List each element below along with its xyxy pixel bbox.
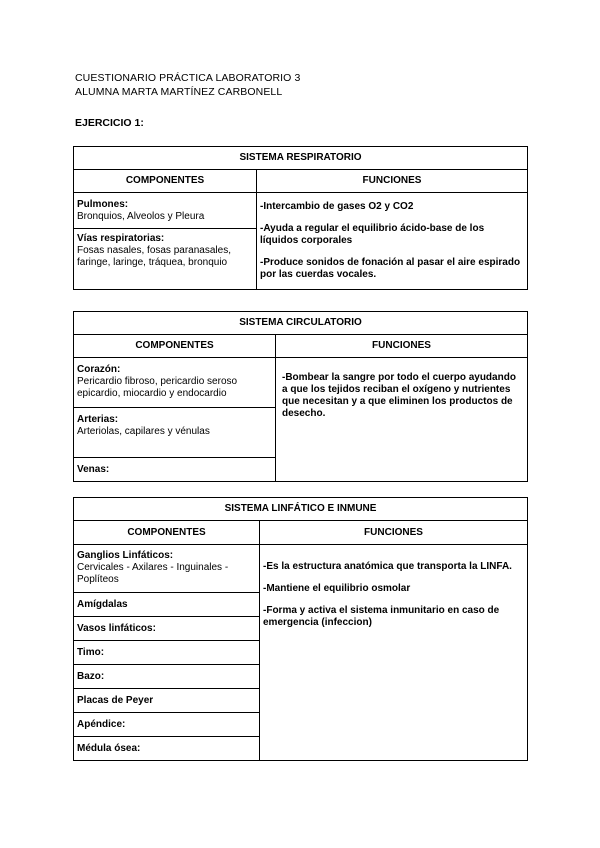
component-cell [74, 593, 260, 617]
component-detail: Arteriolas, capilares y vénulas [77, 426, 210, 437]
respiratory-system-table [73, 146, 528, 290]
component-detail: Pericardio fibroso, pericardio seroso epicardio, miocardio y endocardio [77, 376, 238, 399]
functions-cell [260, 545, 528, 761]
functions-header: FUNCIONES [276, 335, 528, 358]
component-name: Ganglios Linfáticos: [77, 550, 174, 561]
component-name: Vías respiratorias: [77, 233, 165, 244]
document-title: CUESTIONARIO PRÁCTICA LABORATORIO 3 [75, 72, 301, 84]
component-name: Timo: [77, 646, 105, 658]
component-detail: Fosas nasales, fosas paranasales, faringe, laringe, tráquea, bronquio [77, 245, 231, 268]
functions-cell [276, 358, 528, 482]
component-cell [74, 229, 257, 290]
exercise-heading: EJERCICIO 1: [75, 117, 144, 129]
lymphatic-immune-system-table [73, 497, 528, 761]
functions-header: FUNCIONES [260, 521, 528, 545]
component-cell [74, 737, 260, 761]
components-header: COMPONENTES [74, 170, 257, 193]
component-name: Vasos linfáticos: [77, 622, 156, 634]
function-item: -Es la estructura anatómica que transporta la LINFA. [263, 561, 512, 572]
component-cell [74, 689, 260, 713]
component-name: Corazón: [77, 364, 121, 375]
table-title: SISTEMA RESPIRATORIO [74, 147, 528, 170]
component-detail: Bronquios, Alveolos y Pleura [77, 211, 205, 222]
table-title: SISTEMA LINFÁTICO E INMUNE [74, 498, 528, 521]
function-item: -Bombear la sangre por todo el cuerpo ayudando a que los tejidos reciban el oxígeno y nutrientes que necesitan y a que eliminen los productos de desecho. [282, 372, 516, 419]
functions-header: FUNCIONES [257, 170, 528, 193]
component-cell [74, 358, 276, 408]
component-name: Apéndice: [77, 718, 126, 730]
function-item: -Intercambio de gases O2 y CO2 [260, 201, 414, 212]
component-cell [74, 713, 260, 737]
function-item: -Ayuda a regular el equilibrio ácido-base de los líquidos corporales [260, 223, 485, 246]
component-cell [74, 408, 276, 458]
function-item: -Mantiene el equilibrio osmolar [263, 583, 411, 594]
component-name: Bazo: [77, 670, 105, 682]
function-item: -Produce sonidos de fonación al pasar el aire espirado por las cuerdas vocales. [260, 257, 521, 280]
component-name: Venas: [77, 463, 110, 475]
component-name: Médula ósea: [77, 742, 141, 754]
student-name: ALUMNA MARTA MARTÍNEZ CARBONELL [75, 86, 283, 98]
component-cell [74, 193, 257, 229]
component-cell [74, 458, 276, 482]
table-title: SISTEMA CIRCULATORIO [74, 312, 528, 335]
functions-cell [257, 193, 528, 290]
component-name: Arterias: [77, 414, 119, 425]
component-cell [74, 545, 260, 593]
component-name: Amígdalas [77, 598, 128, 610]
component-cell [74, 665, 260, 689]
components-header: COMPONENTES [74, 335, 276, 358]
component-cell [74, 617, 260, 641]
component-name: Placas de Peyer [77, 694, 154, 706]
circulatory-system-table [73, 311, 528, 482]
components-header: COMPONENTES [74, 521, 260, 545]
function-item: -Forma y activa el sistema inmunitario en caso de emergencia (infeccion) [263, 605, 500, 628]
component-cell [74, 641, 260, 665]
component-detail: Cervicales - Axilares - Inguinales - Poplíteos [77, 562, 229, 585]
component-name: Pulmones: [77, 199, 129, 210]
